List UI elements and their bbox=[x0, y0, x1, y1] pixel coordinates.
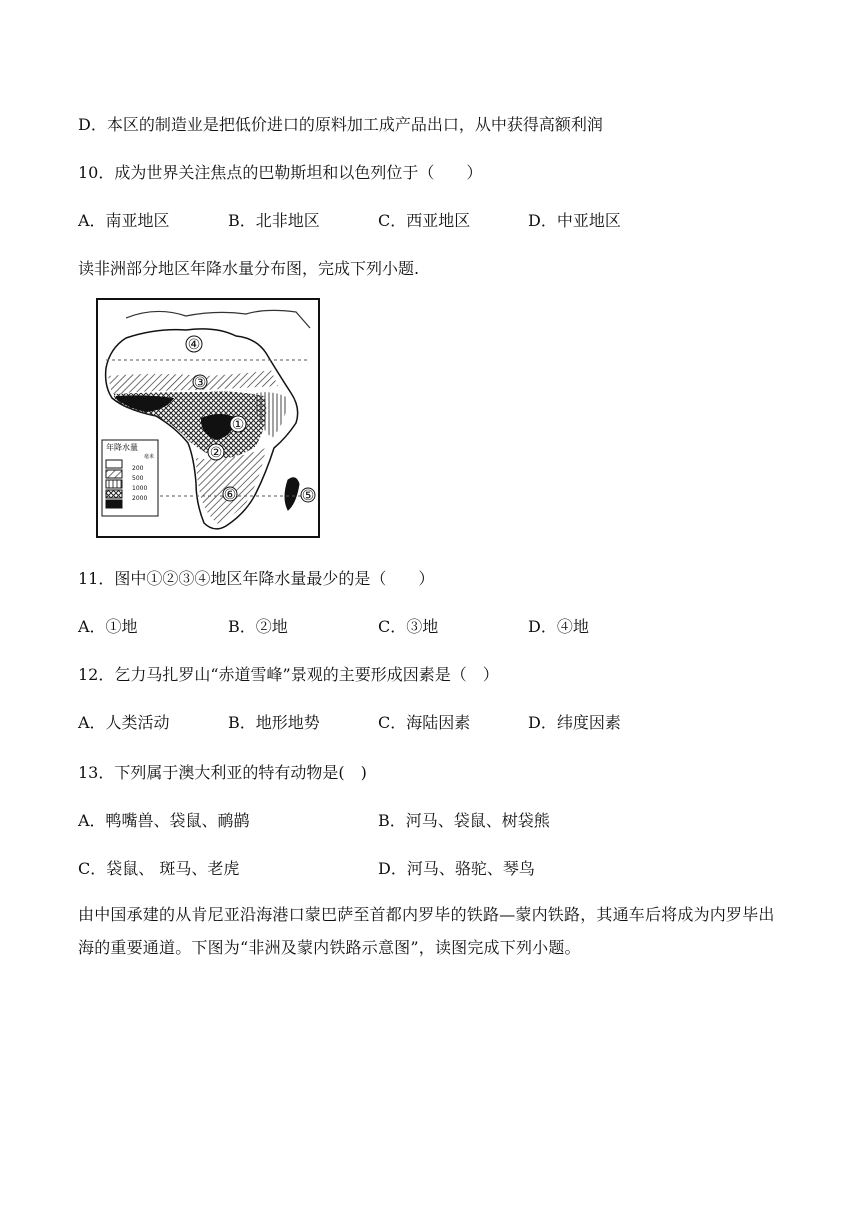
marker-2: ② bbox=[209, 445, 223, 461]
question-13: 13．下列属于澳大利亚的特有动物是( ) bbox=[78, 763, 367, 782]
q12-option-b: B．地形地势 bbox=[228, 713, 320, 732]
marker-3: ③ bbox=[193, 375, 207, 391]
legend-unit: 毫米 bbox=[144, 454, 155, 460]
legend-title: 年降水量 bbox=[106, 443, 138, 452]
question-12: 12．乞力马扎罗山“赤道雪峰”景观的主要形成因素是（ ） bbox=[78, 665, 499, 684]
q13-option-d: D．河马、骆驼、琴鸟 bbox=[378, 859, 535, 878]
question-10: 10．成为世界关注焦点的巴勒斯坦和以色列位于（ ） bbox=[78, 163, 483, 182]
legend-value-200: 200 bbox=[132, 465, 144, 472]
legend-value-500: 500 bbox=[132, 475, 144, 482]
q13-option-a: A．鸭嘴兽、袋鼠、鸸鹋 bbox=[78, 811, 250, 830]
q10-option-d: D．中亚地区 bbox=[528, 211, 621, 230]
q12-option-c: C．海陆因素 bbox=[378, 713, 471, 732]
marker-5: ⑤ bbox=[301, 488, 315, 504]
question-11: 11．图中①②③④地区年降水量最少的是（ ） bbox=[78, 569, 435, 588]
q13-option-c: C．袋鼠、 斑马、老虎 bbox=[78, 859, 240, 878]
q11-option-d: D．④地 bbox=[528, 617, 589, 636]
marker-6: ⑥ bbox=[223, 487, 237, 503]
railway-intro: 由中国承建的从肯尼亚沿海港口蒙巴萨至首都内罗毕的铁路—蒙内铁路，其通车后将成为内罗毕出海的重要通道。下图为“非洲及蒙内铁路示意图”，读图完成下列小题。 bbox=[78, 905, 775, 957]
question-9-option-d: D．本区的制造业是把低价进口的原料加工成产品出口，从中获得高额利润 bbox=[78, 115, 603, 134]
marker-4: ④ bbox=[187, 337, 201, 353]
precipitation-legend bbox=[102, 440, 158, 516]
q11-option-c: C．③地 bbox=[378, 617, 439, 636]
legend-value-2000: 2000 bbox=[132, 495, 148, 502]
q12-option-d: D．纬度因素 bbox=[528, 713, 621, 732]
q10-option-c: C．西亚地区 bbox=[378, 211, 471, 230]
q10-option-a: A．南亚地区 bbox=[78, 211, 170, 230]
q13-option-b: B．河马、袋鼠、树袋熊 bbox=[378, 811, 550, 830]
legend-value-1000: 1000 bbox=[132, 485, 148, 492]
q11-option-b: B．②地 bbox=[228, 617, 288, 636]
africa-intro: 读非洲部分地区年降水量分布图，完成下列小题. bbox=[78, 259, 420, 278]
q12-option-a: A．人类活动 bbox=[78, 713, 170, 732]
africa-precipitation-map bbox=[96, 298, 320, 538]
marker-1: ① bbox=[231, 417, 245, 433]
q11-option-a: A．①地 bbox=[78, 617, 138, 636]
q10-option-b: B．北非地区 bbox=[228, 211, 320, 230]
